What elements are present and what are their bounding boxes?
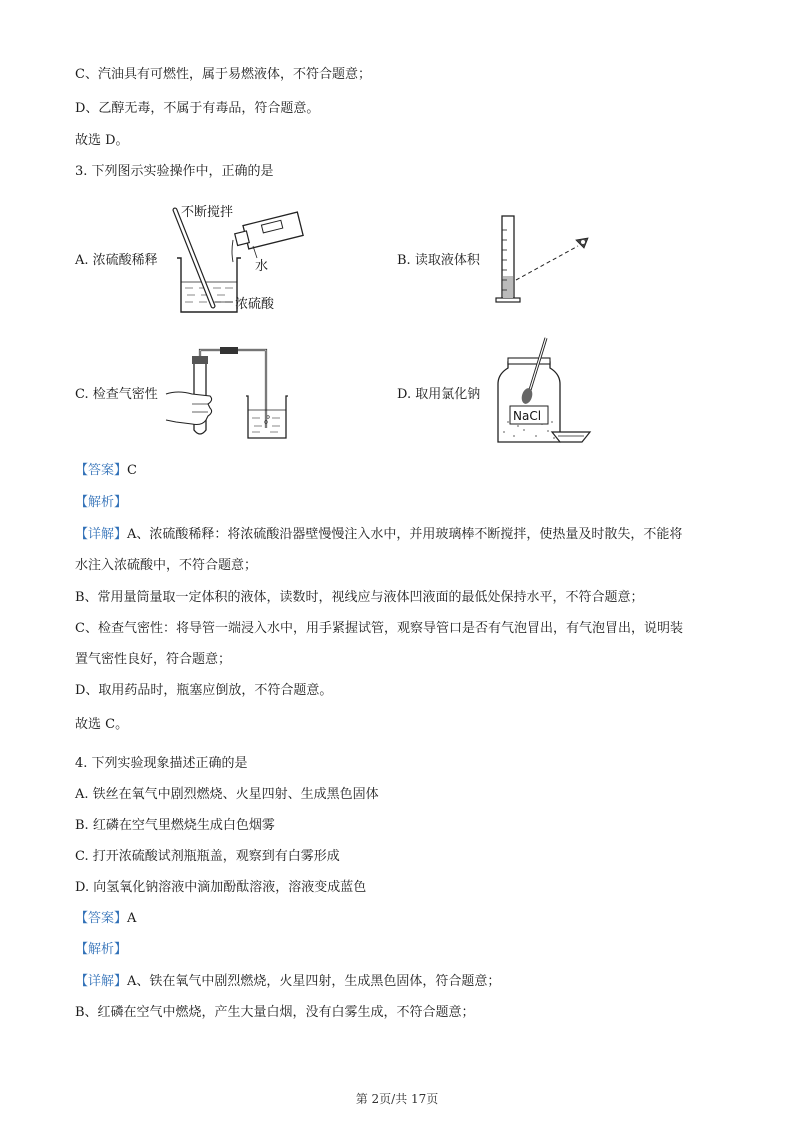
q4-detail-line-1: [75, 973, 500, 991]
answer-tag: 【答案】: [75, 911, 128, 926]
answer-tag: 【答案】: [75, 463, 128, 478]
q3-detail-line-2: 水注入浓硫酸中，不符合题意；: [75, 558, 258, 573]
q4-analysis-tag: 【解析】: [75, 942, 128, 957]
q3-detail-line-5: 置气密性良好，符合题意；: [75, 652, 232, 667]
figure-take-nacl: [494, 334, 604, 446]
q3-option-b-label: B. 读取液体积: [397, 253, 480, 268]
label-conc-acid: 浓硫酸: [235, 297, 275, 312]
page-footer: 第 2页/共 17页: [355, 1092, 439, 1106]
q3-analysis-tag: 【解析】: [75, 495, 128, 510]
detail-text: A、浓硫酸稀释：将浓硫酸沿器壁慢慢注入水中，并用玻璃棒不断搅拌，使热量及时散失，不能将: [127, 527, 683, 542]
q4-answer: [75, 910, 136, 928]
q3-detail-line-3: B、常用量筒量取一定体积的液体，读数时，视线应与液体凹液面的最低处保持水平，不符合题意；: [75, 590, 644, 605]
q4-option-a: A. 铁丝在氧气中剧烈燃烧、火星四射、生成黑色固体: [75, 787, 379, 802]
label-nacl: NaCl: [513, 409, 542, 423]
answer-value: C: [127, 463, 137, 478]
prev-choose: 故选 D。: [75, 133, 129, 148]
prev-option-c: C、汽油具有可燃性，属于易燃液体，不符合题意；: [75, 67, 371, 82]
q4-option-b: B. 红磷在空气里燃烧生成白色烟雾: [75, 818, 275, 833]
detail-text: A、铁在氧气中剧烈燃烧，火星四射，生成黑色固体，符合题意；: [127, 974, 501, 989]
q3-choose: 故选 C。: [75, 717, 129, 732]
q4-option-d: D. 向氢氧化钠溶液中滴加酚酞溶液，溶液变成蓝色: [75, 880, 367, 895]
figure-dilute-acid: [165, 200, 305, 320]
q3-answer: [75, 462, 137, 480]
label-water: 水: [255, 259, 269, 274]
detail-tag: 【详解】: [75, 974, 128, 989]
q3-option-a-label: A. 浓硫酸稀释: [75, 253, 158, 268]
label-stir: 不断搅拌: [181, 205, 234, 220]
q3-detail-line-1: [75, 526, 682, 544]
q3-option-d-label: D. 取用氯化钠: [397, 387, 481, 402]
prev-option-d: D、乙醇无毒，不属于有毒品，符合题意。: [75, 101, 320, 116]
q3-detail-line-4: C、检查气密性：将导管一端浸入水中，用手紧握试管，观察导管口是否有气泡冒出，有气泡冒出，说明装: [75, 621, 683, 636]
q3-detail-line-6: D、取用药品时，瓶塞应倒放，不符合题意。: [75, 683, 333, 698]
q3-option-c-label: C. 检查气密性: [75, 387, 158, 402]
figure-read-cylinder: [490, 210, 600, 310]
answer-value: A: [127, 911, 137, 926]
q4-detail-line-2: B、红磷在空气中燃烧，产生大量白烟，没有白雾生成，不符合题意；: [75, 1005, 475, 1020]
q4-stem: 4. 下列实验现象描述正确的是: [75, 756, 248, 771]
q3-stem: 3. 下列图示实验操作中，正确的是: [75, 164, 274, 179]
figure-air-tightness: [162, 342, 292, 442]
detail-tag: 【详解】: [75, 527, 128, 542]
q4-option-c: C. 打开浓硫酸试剂瓶瓶盖，观察到有白雾形成: [75, 849, 340, 864]
